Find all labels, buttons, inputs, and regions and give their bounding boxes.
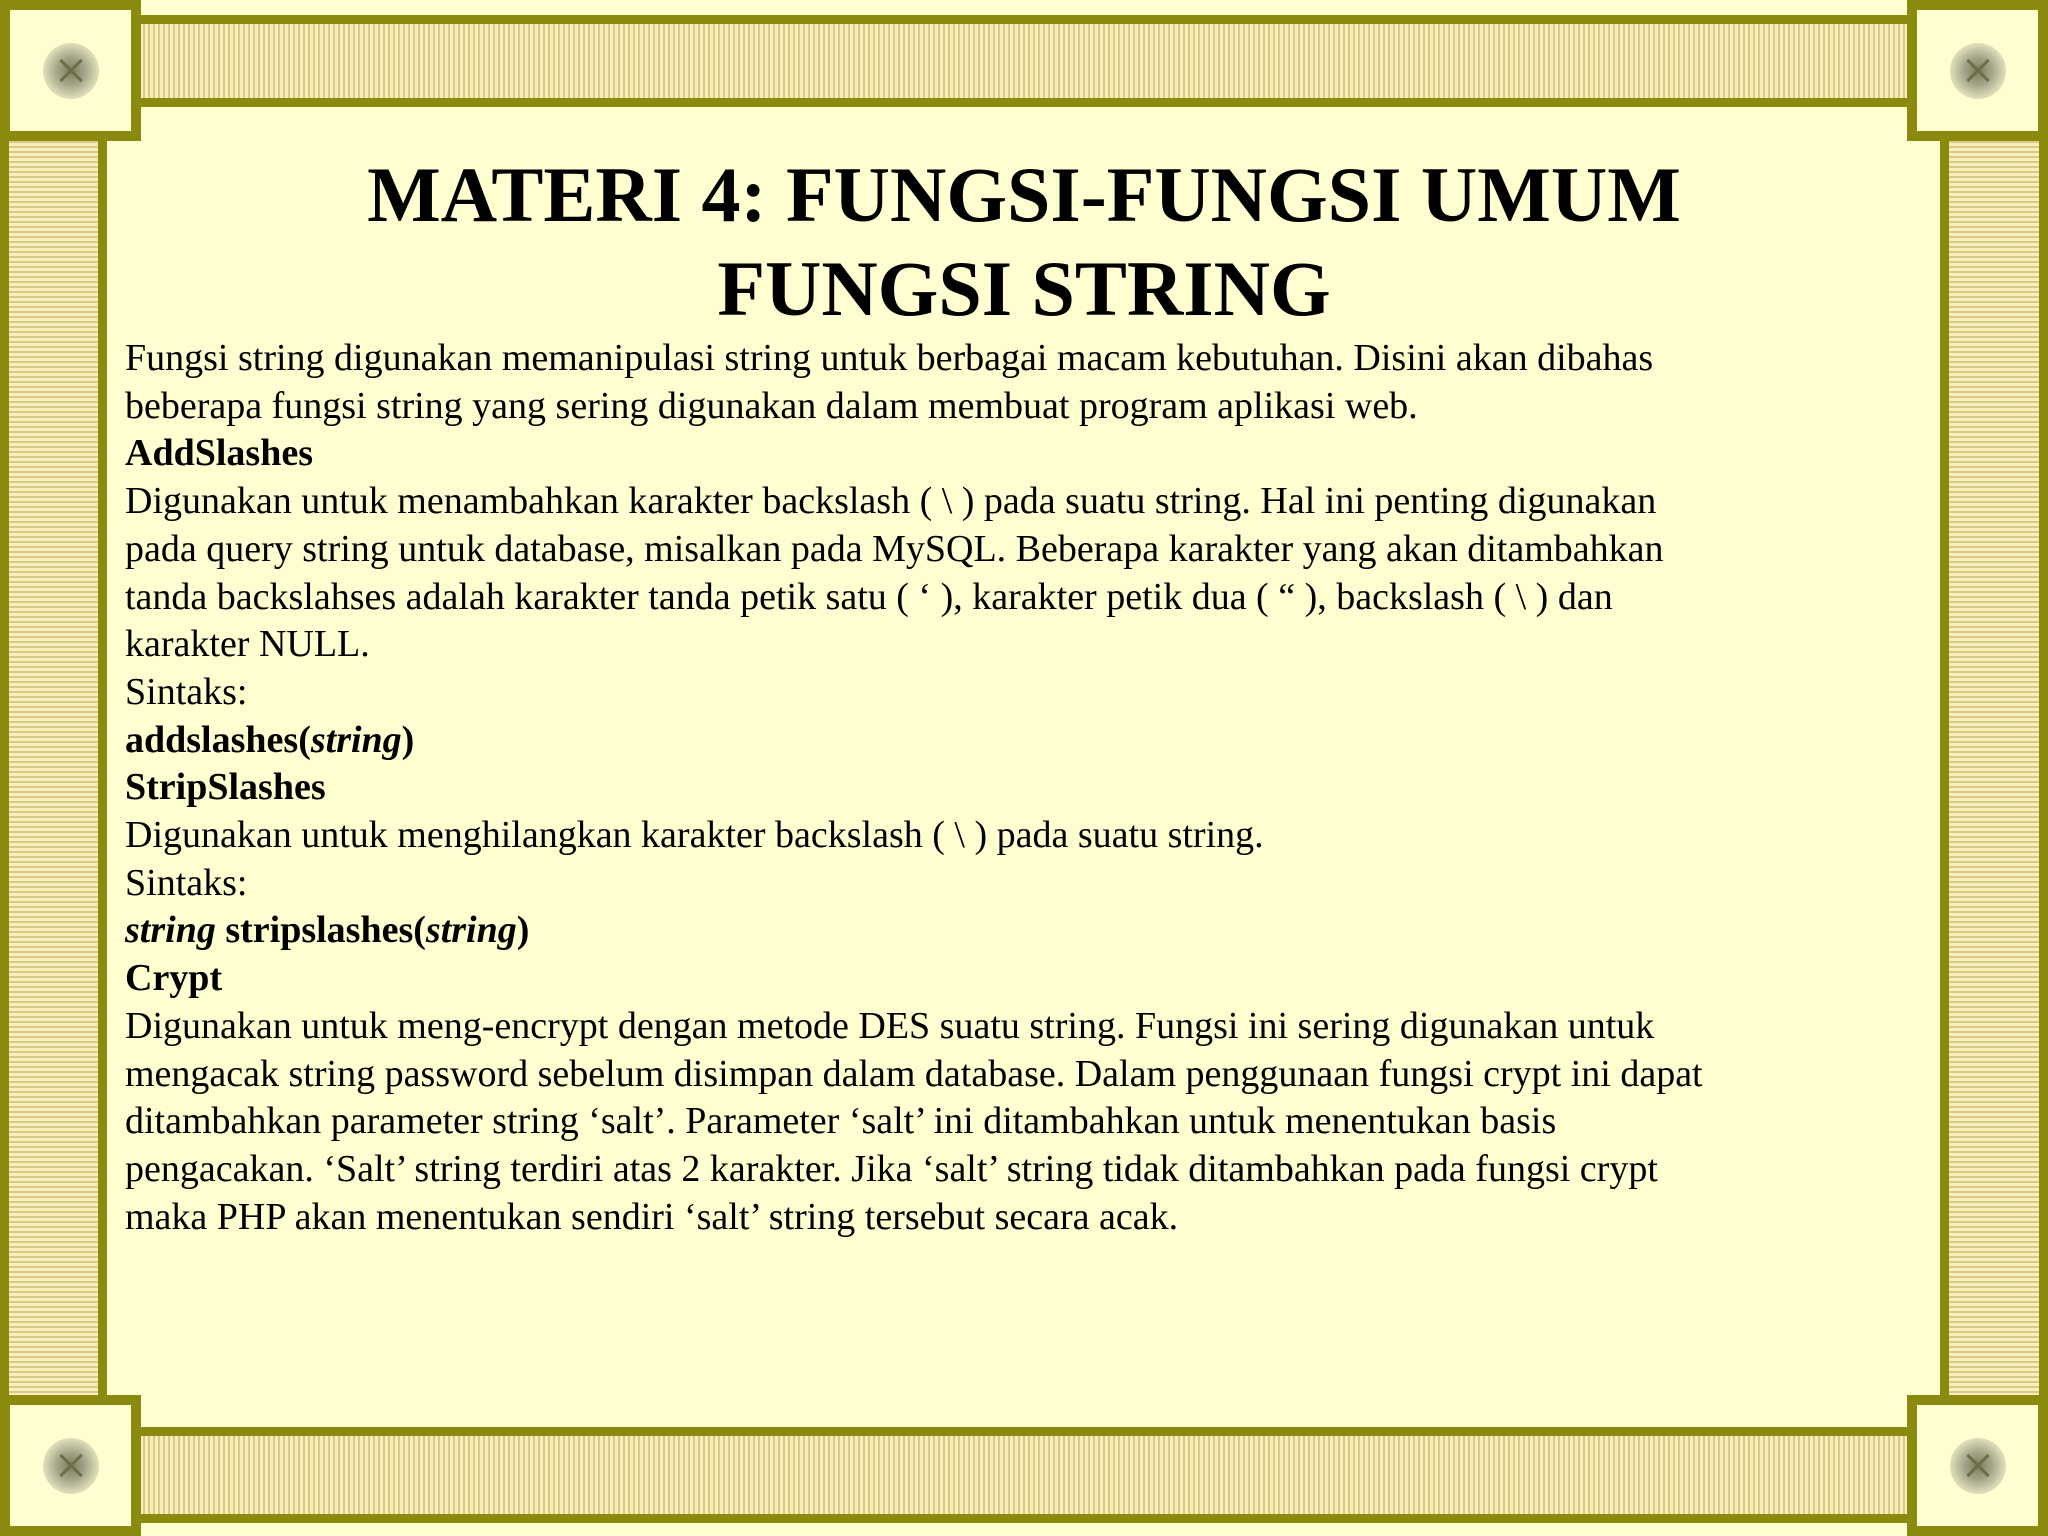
syntax-addslashes [125, 717, 1705, 765]
ornament-icon [43, 1438, 99, 1494]
title-line-2: FUNGSI STRING [717, 245, 1331, 332]
frame-band-top [0, 15, 2048, 107]
syntax-param: string [310, 718, 402, 761]
frame-band-right [1940, 0, 2048, 1536]
corner-ornament-top-left [0, 0, 141, 141]
syntax-label: Sintaks: [125, 670, 248, 713]
frame-band-bottom [0, 1427, 2048, 1523]
syntax-param: string [425, 909, 517, 952]
title-line-1: MATERI 4: FUNGSI-FUNGSI UMUM [367, 151, 1681, 238]
section-description-addslashes: Digunakan untuk menambahkan karakter backslash ( \ ) pada suatu string. Hal ini penting digunakan pada query string untuk database, misalkan pada MySQL. Beberapa karakter yang akan ditambahkan tanda backslahses adalah karakter tanda petik satu ( ‘ ), karakter petik dua ( “ ), backslash ( \ ) dan karakter NULL. [125, 480, 1664, 666]
syntax-func: stripslashes( [215, 909, 426, 952]
slide-title [120, 148, 1928, 336]
syntax-stripslashes [125, 907, 1705, 955]
section-description-crypt: Digunakan untuk meng-encrypt dengan metode DES suatu string. Fungsi ini sering digunakan untuk mengacak string password sebelum disimpan dalam database. Dalam penggunaan fungsi crypt ini dapat ditambahkan parameter string ‘salt’. Parameter ‘salt’ ini ditambahkan untuk menentukan basis pengacakan. ‘Salt’ string terdiri atas 2 karakter. Jika ‘salt’ string tidak ditambahkan pada fungsi crypt maka PHP akan menentukan sendiri ‘salt’ string tersebut secara acak. [125, 1004, 1703, 1238]
slide-body [125, 335, 1705, 1241]
frame-band-left [0, 0, 107, 1536]
syntax-close: ) [401, 718, 415, 761]
ornament-icon [1950, 43, 2006, 99]
syntax-close: ) [516, 909, 530, 952]
section-heading-stripslashes: StripSlashes [125, 766, 326, 809]
intro-paragraph: Fungsi string digunakan memanipulasi string untuk berbagai macam kebutuhan. Disini akan dibahas beberapa fungsi string yang sering digunakan dalam membuat program aplikasi web. [125, 337, 1654, 427]
syntax-label: Sintaks: [125, 861, 248, 904]
section-heading-addslashes: AddSlashes [125, 432, 313, 475]
section-heading-crypt: Crypt [125, 957, 223, 1000]
corner-ornament-top-right [1907, 0, 2048, 141]
corner-ornament-bottom-left [0, 1395, 141, 1536]
ornament-icon [1950, 1438, 2006, 1494]
syntax-return-type: string [125, 909, 216, 952]
corner-ornament-bottom-right [1907, 1395, 2048, 1536]
ornament-icon [43, 43, 99, 99]
section-description-stripslashes: Digunakan untuk menghilangkan karakter backslash ( \ ) pada suatu string. [125, 814, 1264, 857]
syntax-func: addslashes( [125, 718, 311, 761]
